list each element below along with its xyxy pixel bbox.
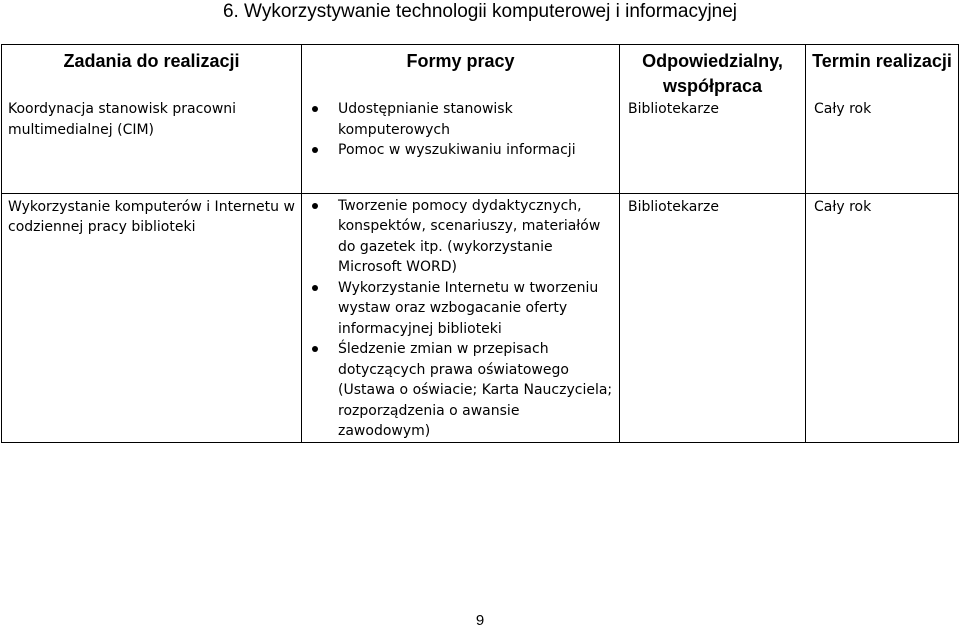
table-row (2, 99, 959, 193)
responsible-text: Bibliotekarze (628, 101, 719, 117)
task-cell (2, 99, 302, 193)
deadline-text: Cały rok (814, 101, 872, 117)
header-tasks: Zadania do realizacji (2, 45, 302, 100)
deadline-cell (806, 193, 959, 442)
forms-cell (302, 99, 620, 193)
list-item (338, 140, 615, 161)
form-text: Pomoc w wyszukiwaniu informacji (338, 142, 576, 158)
activities-table (1, 44, 959, 443)
header-forms: Formy pracy (302, 45, 620, 100)
section-title: 6. Wykorzystywanie technologii komputerowej i informacyjnej (222, 1, 738, 22)
bullet-icon (312, 346, 318, 352)
table-header-row (2, 45, 959, 100)
list-item (338, 278, 615, 340)
responsible-text: Bibliotekarze (628, 198, 719, 215)
bullet-icon (312, 285, 318, 291)
bullet-icon (312, 106, 318, 112)
deadline-text: Cały rok (814, 198, 872, 215)
bullet-icon (312, 147, 318, 153)
table-row (2, 193, 959, 442)
header-deadline: Termin realizacji (806, 45, 959, 100)
task-text: Koordynacja stanowisk pracowni multimedialnej (CIM) (8, 101, 237, 138)
task-text: Wykorzystanie komputerów i Internetu w codziennej pracy biblioteki (8, 198, 295, 235)
forms-cell (302, 193, 620, 442)
task-cell (2, 193, 302, 442)
list-item (338, 196, 615, 278)
form-text: Wykorzystanie Internetu w tworzeniu wystaw oraz wzbogacanie oferty informacyjnej biblioteki (338, 279, 599, 337)
header-responsible: Odpowiedzialny, współpraca (620, 45, 806, 100)
responsible-cell (620, 193, 806, 442)
form-text: Śledzenie zmian w przepisach dotyczących prawa oświatowego (Ustawa o oświacie; Karta Nauczyciela; rozporządzenia o awansie zawodowym) (338, 341, 613, 439)
forms-list (302, 194, 619, 442)
deadline-cell (806, 99, 959, 193)
form-text: Udostępnianie stanowisk komputerowych (338, 101, 513, 138)
list-item (338, 339, 615, 442)
responsible-cell (620, 99, 806, 193)
bullet-icon (312, 203, 318, 209)
list-item (338, 99, 615, 140)
form-text: Tworzenie pomocy dydaktycznych, konspektów, scenariuszy, materiałów do gazetek itp. (wykorzystanie Microsoft WORD) (338, 197, 601, 275)
forms-list (302, 99, 619, 161)
page-number: 9 (475, 612, 485, 629)
